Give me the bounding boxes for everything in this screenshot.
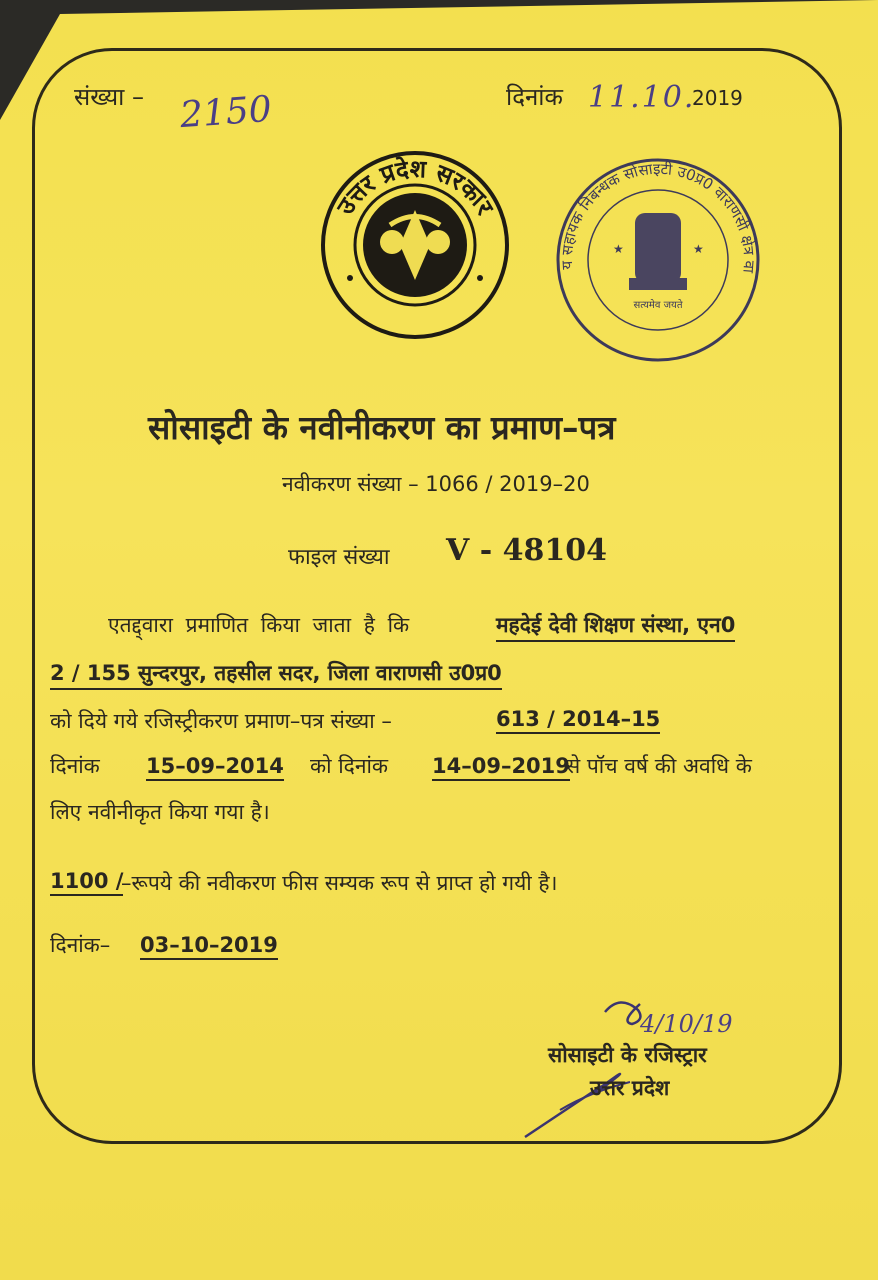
svg-text:★: ★: [693, 242, 704, 256]
svg-text:सत्यमेव जयते: सत्यमेव जयते: [633, 300, 683, 311]
svg-text:कार्यालय सहायक निबन्धक सोसाइटी: य सहायक निबन्धक सोसाइटी उ0प्र0 वाराणसी क्षेत्र वा: [557, 159, 759, 274]
renewal-number-line: नवीकरण संख्या – 1066 / 2019–20: [282, 472, 590, 496]
up-government-emblem: [320, 150, 510, 340]
header-date-label: दिनांक: [506, 83, 563, 111]
file-number: V - 48104: [446, 533, 607, 568]
header-date-year: 2019: [692, 86, 743, 110]
handwritten-number: 2150: [178, 88, 273, 137]
from-date: 15–09–2014: [146, 754, 284, 781]
svg-text:★: ★: [613, 242, 624, 256]
issue-date-label: दिनांक–: [50, 933, 111, 957]
period-text: से पॉच वर्ष की अवधि के: [566, 754, 752, 778]
certificate-title: सोसाइटी के नवीनीकरण का प्रमाण–पत्र: [148, 408, 616, 447]
registration-number: 613 / 2014–15: [496, 707, 660, 734]
handwritten-date: 11.10.: [588, 80, 696, 115]
to-date: 14–09–2019: [432, 754, 570, 781]
svg-text:उत्तर प्रदेश सरकार: उत्तर प्रदेश सरकार: [331, 154, 499, 220]
fee-amount: 1100 /: [50, 869, 123, 896]
number-label: संख्या –: [74, 83, 145, 111]
society-name: महदेई देवी शिक्षण संस्था, एन0: [496, 611, 735, 642]
issue-date: 03–10–2019: [140, 933, 278, 960]
registration-prefix: को दिये गये रजिस्ट्रीकरण प्रमाण–पत्र संख्या –: [50, 709, 392, 733]
society-address: 2 / 155 सुन्दरपुर, तहसील सदर, जिला वाराणसी उ0प्र0: [50, 659, 502, 690]
registrar-title: सोसाइटी के रजिस्ट्रार: [548, 1043, 707, 1067]
from-date-label: दिनांक: [50, 754, 100, 778]
registrar-state: उत्तर प्रदेश: [590, 1076, 670, 1100]
signature-date: 4/10/19: [640, 1010, 733, 1038]
file-number-label: फाइल संख्या: [288, 545, 390, 570]
certify-prefix: एतद्द्वारा प्रमाणित किया जाता है कि: [108, 613, 410, 637]
office-stamp: [553, 153, 763, 368]
renewed-text: लिए नवीनीकृत किया गया है।: [50, 800, 270, 824]
to-date-label: को दिनांक: [310, 754, 389, 778]
fee-text: –रूपये की नवीकरण फीस सम्यक रूप से प्राप्त हो गयी है।: [121, 871, 558, 895]
